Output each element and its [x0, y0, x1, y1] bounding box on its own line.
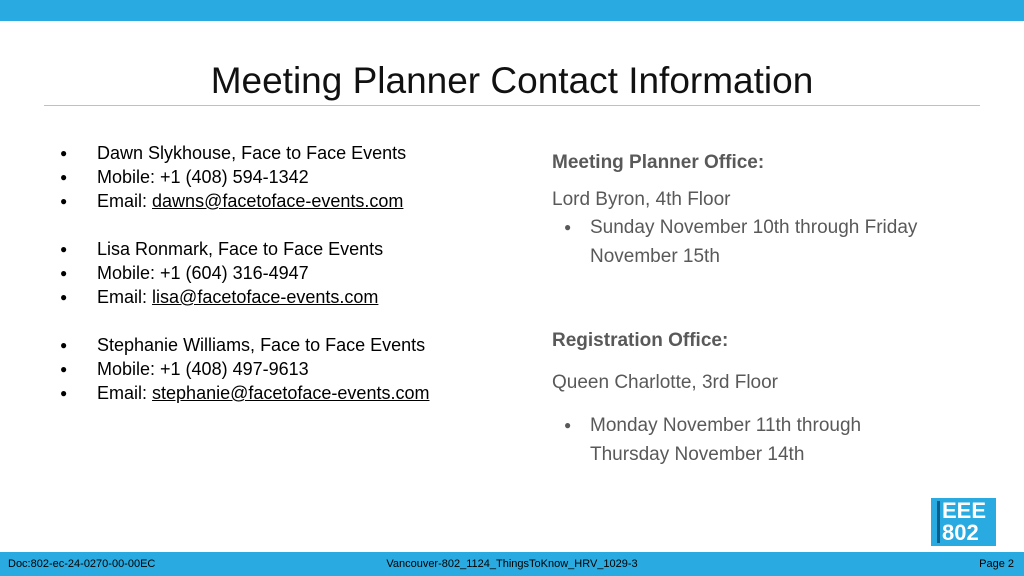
slide-title: Meeting Planner Contact Information	[210, 60, 814, 101]
contact-name: Lisa Ronmark, Face to Face Events	[97, 239, 384, 259]
bullet-icon: ●	[60, 170, 68, 184]
bullet-icon: ●	[60, 194, 68, 208]
list-item	[60, 285, 520, 309]
bullet-icon: ●	[60, 266, 68, 280]
bullet-icon: ●	[60, 290, 68, 304]
list-item	[60, 261, 520, 285]
contact-list	[60, 141, 520, 429]
bullet-icon: ●	[564, 220, 572, 234]
list-item	[60, 189, 520, 213]
logo-stripe	[937, 501, 940, 543]
list-item	[60, 237, 520, 261]
list-item	[60, 165, 520, 189]
contact-lisa	[60, 237, 520, 309]
contact-name: Dawn Slykhouse, Face to Face Events	[97, 143, 407, 163]
logo-text	[942, 500, 986, 544]
bullet-icon: ●	[60, 338, 68, 352]
list-item	[60, 381, 520, 405]
contact-name: Stephanie Williams, Face to Face Events	[97, 335, 426, 355]
contact-mobile: Mobile: +1 (604) 316-4947	[97, 263, 309, 283]
email-link[interactable]: lisa@facetoface-events.com	[152, 287, 379, 307]
title-divider	[44, 105, 980, 106]
top-accent-bar	[0, 0, 1024, 21]
email-link[interactable]: stephanie@facetoface-events.com	[152, 383, 430, 403]
planner-office-dates-line2: November 15th	[590, 246, 720, 267]
contact-mobile: Mobile: +1 (408) 497-9613	[97, 359, 309, 379]
email-label: Email:	[97, 287, 148, 307]
bullet-icon: ●	[564, 418, 572, 432]
footer-document-name: Vancouver-802_1124_ThingsToKnow_HRV_1029-3	[386, 558, 638, 570]
footer-page-number: Page 2	[979, 558, 1014, 570]
footer-bar	[0, 552, 1024, 576]
email-link[interactable]: dawns@facetoface-events.com	[152, 191, 404, 211]
email-label: Email:	[97, 383, 148, 403]
ieee-802-logo	[931, 498, 996, 546]
bullet-icon: ●	[60, 242, 68, 256]
contact-stephanie	[60, 333, 520, 405]
list-item	[60, 333, 520, 357]
planner-office-location: Lord Byron, 4th Floor	[552, 189, 731, 210]
list-item	[564, 411, 1010, 469]
list-item	[60, 357, 520, 381]
registration-office-location: Queen Charlotte, 3rd Floor	[552, 372, 779, 393]
registration-office-dates-line2: Thursday November 14th	[590, 444, 805, 465]
planner-office-heading: Meeting Planner Office:	[552, 152, 765, 173]
logo-line2: 802	[942, 520, 979, 545]
email-label: Email:	[97, 191, 148, 211]
registration-office-heading: Registration Office:	[552, 330, 729, 351]
contact-dawn	[60, 141, 520, 213]
registration-office-dates-line1: Monday November 11th through	[590, 415, 862, 436]
footer-doc-number: Doc:802-ec-24-0270-00-00EC	[8, 558, 156, 570]
list-item	[564, 213, 1010, 271]
logo-line1: EEE	[942, 498, 987, 523]
contact-mobile: Mobile: +1 (408) 594-1342	[97, 167, 309, 187]
bullet-icon: ●	[60, 362, 68, 376]
bullet-icon: ●	[60, 146, 68, 160]
planner-office-dates-line1: Sunday November 10th through Friday	[590, 217, 918, 238]
list-item	[60, 141, 520, 165]
bullet-icon: ●	[60, 386, 68, 400]
